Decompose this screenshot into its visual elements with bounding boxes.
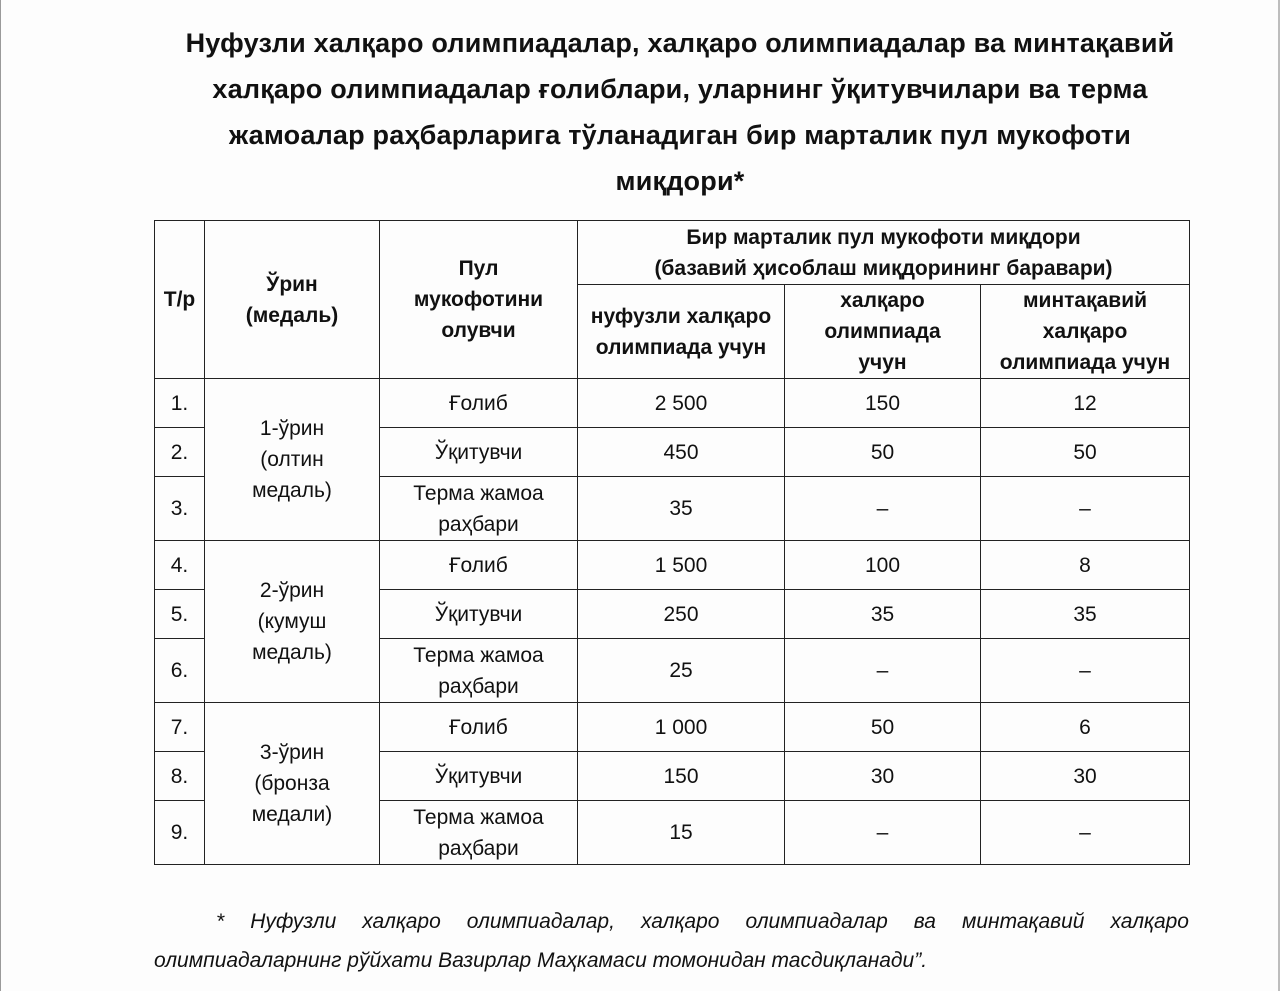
international-value: 50 (785, 428, 981, 477)
prestigious-value: 35 (578, 477, 785, 541)
header-regional: минтақавий халқаро олимпиада учун (981, 285, 1190, 379)
table-row (155, 379, 1190, 428)
international-value: 30 (785, 752, 981, 801)
recipient-cell: Терма жамоа раҳбари (380, 639, 578, 703)
table-row (155, 541, 1190, 590)
row-num: 5. (155, 590, 205, 639)
recipient-cell: Ғолиб (380, 541, 578, 590)
footnote (154, 902, 1189, 980)
header-num: Т/р (155, 221, 205, 379)
regional-value: 35 (981, 590, 1190, 639)
regional-value: – (981, 639, 1190, 703)
prestigious-value: 1 500 (578, 541, 785, 590)
header-amount-group: Бир марталик пул мукофоти миқдори (базавий ҳисоблаш миқдорининг баравари) (578, 221, 1190, 285)
page-left-edge (0, 0, 1, 991)
table-row (155, 703, 1190, 752)
row-num: 9. (155, 801, 205, 865)
footnote-line-1: * Нуфузли халқаро олимпиадалар, халқаро олимпиадалар ва минтақавий халқаро (216, 910, 1189, 933)
prestigious-value: 250 (578, 590, 785, 639)
row-num: 3. (155, 477, 205, 541)
title-line-1: Нуфузли халқаро олимпиадалар, халқаро олимпиадалар ва минтақавий (185, 28, 1175, 58)
recipient-cell: Ўқитувчи (380, 752, 578, 801)
prestigious-value: 2 500 (578, 379, 785, 428)
document-title (140, 20, 1220, 204)
row-num: 4. (155, 541, 205, 590)
international-value: – (785, 801, 981, 865)
regional-value: – (981, 477, 1190, 541)
header-international: халқаро олимпиада учун (785, 285, 981, 379)
place-cell: 3-ўрин (бронза медали) (205, 703, 380, 865)
international-value: 150 (785, 379, 981, 428)
recipient-cell: Терма жамоа раҳбари (380, 477, 578, 541)
international-value: 50 (785, 703, 981, 752)
regional-value: 6 (981, 703, 1190, 752)
international-value: – (785, 477, 981, 541)
prestigious-value: 25 (578, 639, 785, 703)
place-cell: 2-ўрин (кумуш медаль) (205, 541, 380, 703)
header-place: Ўрин (медаль) (205, 221, 380, 379)
prestigious-value: 150 (578, 752, 785, 801)
international-value: 100 (785, 541, 981, 590)
place-cell: 1-ўрин (олтин медаль) (205, 379, 380, 541)
recipient-cell: Ўқитувчи (380, 428, 578, 477)
title-line-3: жамоалар раҳбарларига тўланадиган бир марталик пул мукофоти (228, 120, 1132, 150)
row-num: 1. (155, 379, 205, 428)
prestigious-value: 15 (578, 801, 785, 865)
recipient-cell: Ғолиб (380, 703, 578, 752)
header-prestigious: нуфузли халқаро олимпиада учун (578, 285, 785, 379)
international-value: – (785, 639, 981, 703)
row-num: 8. (155, 752, 205, 801)
prestigious-value: 1 000 (578, 703, 785, 752)
recipient-cell: Ўқитувчи (380, 590, 578, 639)
recipient-cell: Ғолиб (380, 379, 578, 428)
regional-value: 30 (981, 752, 1190, 801)
header-recipient: Пул мукофотини олувчи (380, 221, 578, 379)
regional-value: 8 (981, 541, 1190, 590)
award-table-body (155, 379, 1190, 865)
recipient-cell: Терма жамоа раҳбари (380, 801, 578, 865)
regional-value: 12 (981, 379, 1190, 428)
title-line-4: миқдори* (615, 166, 745, 196)
regional-value: 50 (981, 428, 1190, 477)
footnote-line-2: олимпиадаларнинг рўйхати Вазирлар Маҳкамаси томонидан тасдиқланади”. (154, 949, 928, 972)
row-num: 7. (155, 703, 205, 752)
award-table-header (155, 221, 1190, 379)
row-num: 2. (155, 428, 205, 477)
row-num: 6. (155, 639, 205, 703)
title-line-2: халқаро олимпиадалар ғолиблари, уларнинг ўқитувчилари ва терма (212, 74, 1148, 104)
regional-value: – (981, 801, 1190, 865)
award-table (154, 220, 1190, 865)
prestigious-value: 450 (578, 428, 785, 477)
international-value: 35 (785, 590, 981, 639)
